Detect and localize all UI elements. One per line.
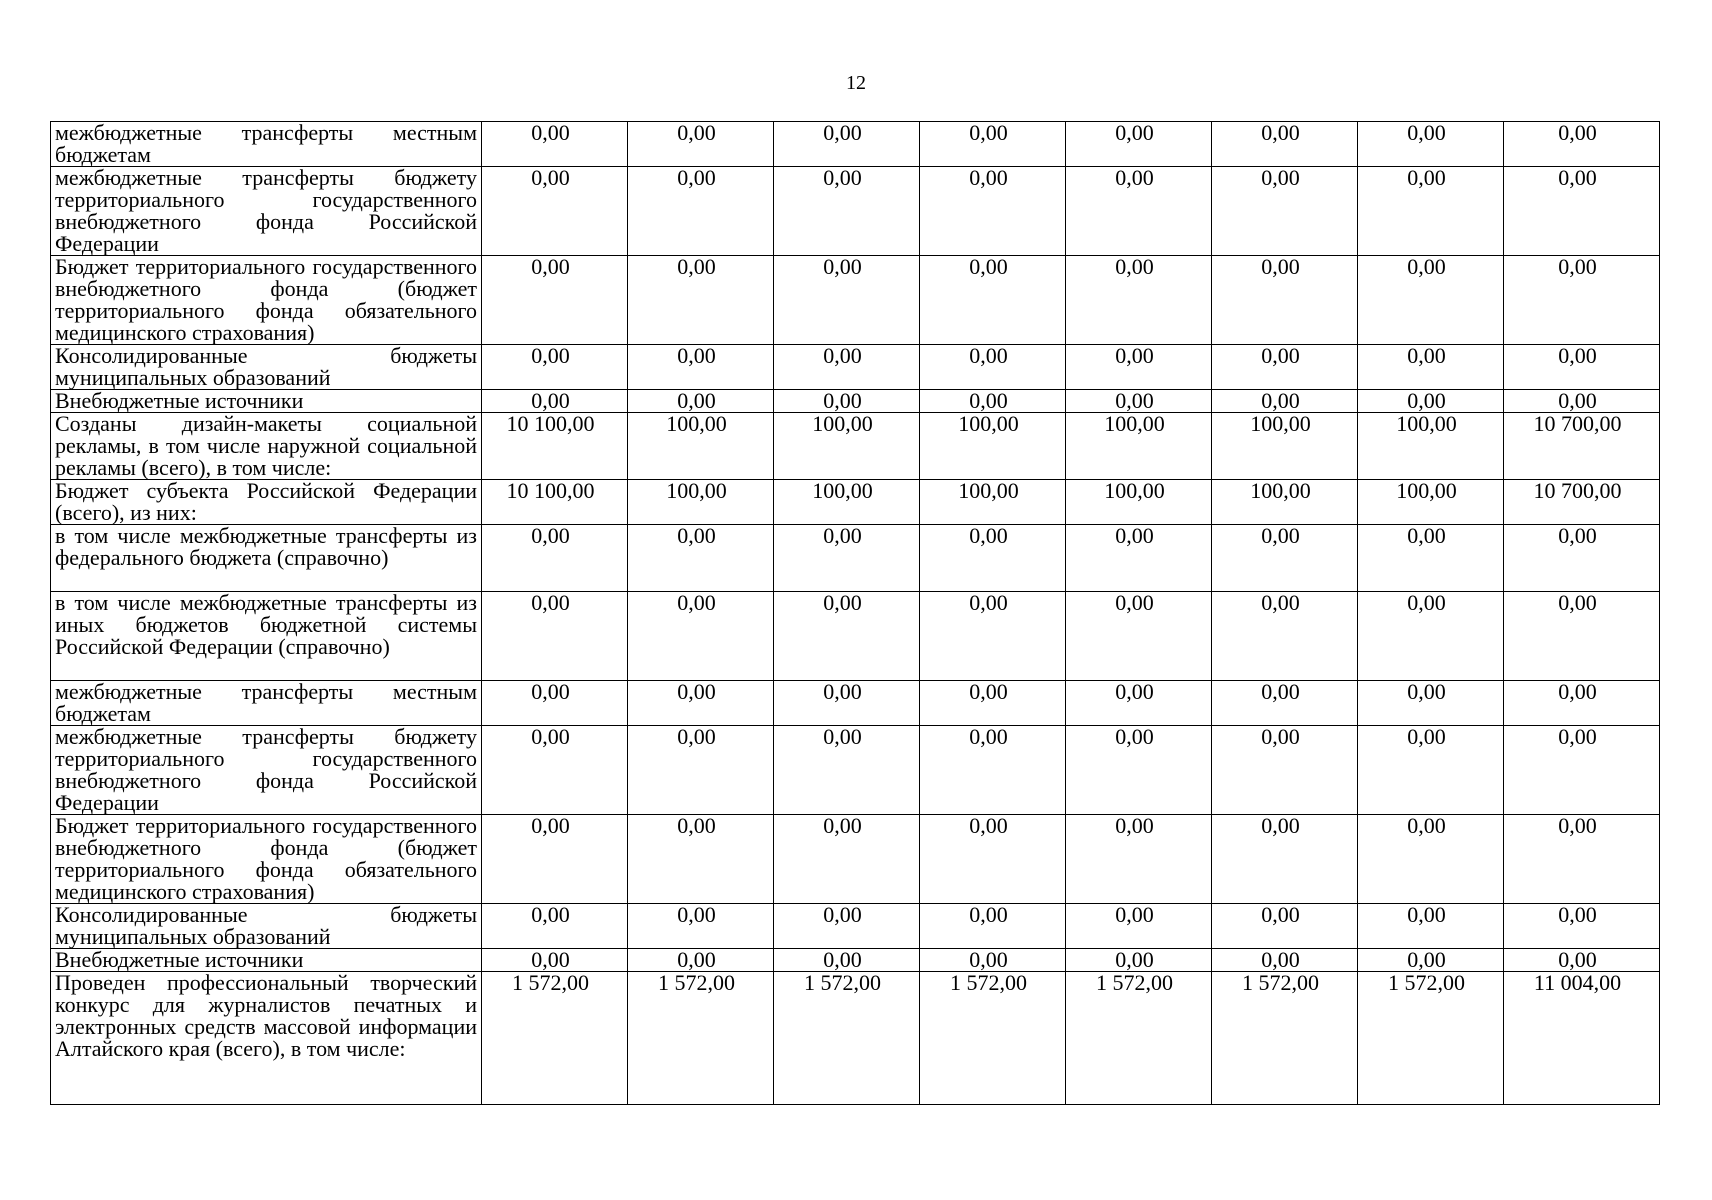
value-cell: 0,00 — [1358, 726, 1504, 815]
row-label: Созданы дизайн-макеты социальной рекламы, в том числе наружной социальной рекламы (всего), в том числе: — [51, 413, 482, 480]
value-cell: 0,00 — [1504, 726, 1660, 815]
value-cell: 1 572,00 — [774, 972, 920, 1105]
value-cell: 0,00 — [1504, 345, 1660, 390]
row-label: в том числе межбюджетные трансферты из иных бюджетов бюджетной системы Российской Федерации (справочно) — [51, 592, 482, 681]
value-cell: 100,00 — [1066, 413, 1212, 480]
table-row — [51, 480, 1660, 525]
value-cell: 0,00 — [1212, 525, 1358, 592]
table-row — [51, 390, 1660, 413]
value-cell: 0,00 — [1212, 904, 1358, 949]
value-cell: 0,00 — [1212, 122, 1358, 167]
value-cell: 0,00 — [920, 815, 1066, 904]
row-label: Бюджет территориального государственного внебюджетного фонда (бюджет территориального фонда обязательного медицинского страхования) — [51, 815, 482, 904]
row-label: Консолидированные бюджеты муниципальных образований — [51, 345, 482, 390]
value-cell: 100,00 — [1212, 480, 1358, 525]
value-cell: 0,00 — [774, 345, 920, 390]
value-cell: 0,00 — [774, 256, 920, 345]
value-cell: 0,00 — [1358, 167, 1504, 256]
value-cell: 0,00 — [482, 525, 628, 592]
value-cell: 0,00 — [1358, 815, 1504, 904]
value-cell: 0,00 — [1504, 949, 1660, 972]
value-cell: 0,00 — [1212, 390, 1358, 413]
value-cell: 0,00 — [920, 390, 1066, 413]
row-label: Внебюджетные источники — [51, 949, 482, 972]
value-cell: 0,00 — [1358, 681, 1504, 726]
value-cell: 100,00 — [774, 480, 920, 525]
table-row — [51, 681, 1660, 726]
value-cell: 0,00 — [1504, 904, 1660, 949]
value-cell: 0,00 — [1504, 525, 1660, 592]
value-cell: 1 572,00 — [1066, 972, 1212, 1105]
value-cell: 0,00 — [628, 525, 774, 592]
value-cell: 0,00 — [482, 390, 628, 413]
row-label: Бюджет субъекта Российской Федерации (всего), из них: — [51, 480, 482, 525]
value-cell: 0,00 — [1066, 256, 1212, 345]
value-cell: 0,00 — [774, 681, 920, 726]
value-cell: 0,00 — [1504, 122, 1660, 167]
row-label: межбюджетные трансферты бюджету территориального государственного внебюджетного фонда Российской Федерации — [51, 167, 482, 256]
value-cell: 0,00 — [1066, 815, 1212, 904]
value-cell: 10 700,00 — [1504, 480, 1660, 525]
budget-table-body — [51, 122, 1660, 1105]
value-cell: 0,00 — [1504, 681, 1660, 726]
value-cell: 1 572,00 — [628, 972, 774, 1105]
budget-table — [50, 121, 1660, 1105]
table-row — [51, 345, 1660, 390]
value-cell: 0,00 — [1066, 726, 1212, 815]
row-label: Консолидированные бюджеты муниципальных образований — [51, 904, 482, 949]
value-cell: 0,00 — [628, 815, 774, 904]
table-row — [51, 949, 1660, 972]
value-cell: 100,00 — [1358, 480, 1504, 525]
value-cell: 0,00 — [1212, 256, 1358, 345]
table-row — [51, 592, 1660, 681]
table-row — [51, 525, 1660, 592]
value-cell: 0,00 — [628, 256, 774, 345]
value-cell: 0,00 — [920, 256, 1066, 345]
value-cell: 100,00 — [920, 413, 1066, 480]
page-number: 12 — [846, 72, 866, 94]
value-cell: 0,00 — [1212, 167, 1358, 256]
value-cell: 0,00 — [1504, 592, 1660, 681]
value-cell: 0,00 — [1358, 122, 1504, 167]
value-cell: 1 572,00 — [1212, 972, 1358, 1105]
value-cell: 0,00 — [628, 167, 774, 256]
value-cell: 0,00 — [628, 122, 774, 167]
value-cell: 0,00 — [1358, 592, 1504, 681]
value-cell: 0,00 — [482, 345, 628, 390]
value-cell: 0,00 — [482, 681, 628, 726]
value-cell: 0,00 — [628, 390, 774, 413]
value-cell: 0,00 — [628, 345, 774, 390]
value-cell: 0,00 — [1066, 525, 1212, 592]
value-cell: 0,00 — [1212, 345, 1358, 390]
table-row — [51, 256, 1660, 345]
value-cell: 0,00 — [628, 904, 774, 949]
value-cell: 0,00 — [1066, 345, 1212, 390]
value-cell: 0,00 — [1358, 256, 1504, 345]
value-cell: 0,00 — [1504, 390, 1660, 413]
value-cell: 100,00 — [1066, 480, 1212, 525]
value-cell: 0,00 — [774, 949, 920, 972]
table-row — [51, 122, 1660, 167]
value-cell: 0,00 — [1212, 592, 1358, 681]
value-cell: 0,00 — [1358, 949, 1504, 972]
value-cell: 0,00 — [774, 592, 920, 681]
value-cell: 0,00 — [1504, 815, 1660, 904]
value-cell: 0,00 — [482, 167, 628, 256]
table-row — [51, 726, 1660, 815]
value-cell: 100,00 — [628, 413, 774, 480]
value-cell: 0,00 — [920, 949, 1066, 972]
value-cell: 0,00 — [1212, 949, 1358, 972]
value-cell: 10 700,00 — [1504, 413, 1660, 480]
value-cell: 100,00 — [628, 480, 774, 525]
value-cell: 0,00 — [1212, 726, 1358, 815]
table-row — [51, 904, 1660, 949]
table-row — [51, 413, 1660, 480]
value-cell: 0,00 — [920, 726, 1066, 815]
value-cell: 0,00 — [1066, 904, 1212, 949]
value-cell: 0,00 — [628, 726, 774, 815]
value-cell: 0,00 — [920, 904, 1066, 949]
value-cell: 100,00 — [920, 480, 1066, 525]
value-cell: 1 572,00 — [1358, 972, 1504, 1105]
value-cell: 0,00 — [482, 726, 628, 815]
value-cell: 0,00 — [482, 592, 628, 681]
value-cell: 0,00 — [774, 390, 920, 413]
value-cell: 0,00 — [1358, 345, 1504, 390]
value-cell: 0,00 — [1504, 256, 1660, 345]
row-label: межбюджетные трансферты местным бюджетам — [51, 681, 482, 726]
value-cell: 0,00 — [920, 681, 1066, 726]
row-label: Бюджет территориального государственного внебюджетного фонда (бюджет территориального фонда обязательного медицинского страхования) — [51, 256, 482, 345]
value-cell: 0,00 — [920, 345, 1066, 390]
value-cell: 0,00 — [482, 949, 628, 972]
value-cell: 0,00 — [920, 122, 1066, 167]
value-cell: 0,00 — [774, 122, 920, 167]
value-cell: 0,00 — [1066, 122, 1212, 167]
value-cell: 0,00 — [1358, 525, 1504, 592]
value-cell: 10 100,00 — [482, 480, 628, 525]
value-cell: 0,00 — [1066, 592, 1212, 681]
value-cell: 0,00 — [482, 256, 628, 345]
value-cell: 0,00 — [628, 949, 774, 972]
value-cell: 0,00 — [1358, 390, 1504, 413]
row-label: межбюджетные трансферты местным бюджетам — [51, 122, 482, 167]
value-cell: 0,00 — [1212, 815, 1358, 904]
value-cell: 100,00 — [1358, 413, 1504, 480]
value-cell: 0,00 — [482, 904, 628, 949]
value-cell: 0,00 — [774, 726, 920, 815]
table-row — [51, 815, 1660, 904]
value-cell: 0,00 — [1212, 681, 1358, 726]
value-cell: 10 100,00 — [482, 413, 628, 480]
value-cell: 0,00 — [482, 815, 628, 904]
row-label: Проведен профессиональный творческий конкурс для журналистов печатных и электронных средств массовой информации Алтайского края (всего), в том числе: — [51, 972, 482, 1105]
value-cell: 0,00 — [774, 815, 920, 904]
value-cell: 0,00 — [628, 592, 774, 681]
value-cell: 0,00 — [774, 167, 920, 256]
value-cell: 100,00 — [774, 413, 920, 480]
value-cell: 0,00 — [1504, 167, 1660, 256]
value-cell: 0,00 — [774, 904, 920, 949]
value-cell: 1 572,00 — [920, 972, 1066, 1105]
value-cell: 0,00 — [1358, 904, 1504, 949]
value-cell: 0,00 — [482, 122, 628, 167]
row-label: Внебюджетные источники — [51, 390, 482, 413]
value-cell: 11 004,00 — [1504, 972, 1660, 1105]
value-cell: 0,00 — [774, 525, 920, 592]
value-cell: 0,00 — [920, 525, 1066, 592]
value-cell: 100,00 — [1212, 413, 1358, 480]
value-cell: 0,00 — [920, 592, 1066, 681]
row-label: межбюджетные трансферты бюджету территориального государственного внебюджетного фонда Российской Федерации — [51, 726, 482, 815]
value-cell: 0,00 — [1066, 949, 1212, 972]
value-cell: 0,00 — [1066, 681, 1212, 726]
value-cell: 0,00 — [920, 167, 1066, 256]
value-cell: 0,00 — [1066, 390, 1212, 413]
value-cell: 1 572,00 — [482, 972, 628, 1105]
value-cell: 0,00 — [1066, 167, 1212, 256]
table-row — [51, 167, 1660, 256]
value-cell: 0,00 — [628, 681, 774, 726]
row-label: в том числе межбюджетные трансферты из федерального бюджета (справочно) — [51, 525, 482, 592]
table-row — [51, 972, 1660, 1105]
